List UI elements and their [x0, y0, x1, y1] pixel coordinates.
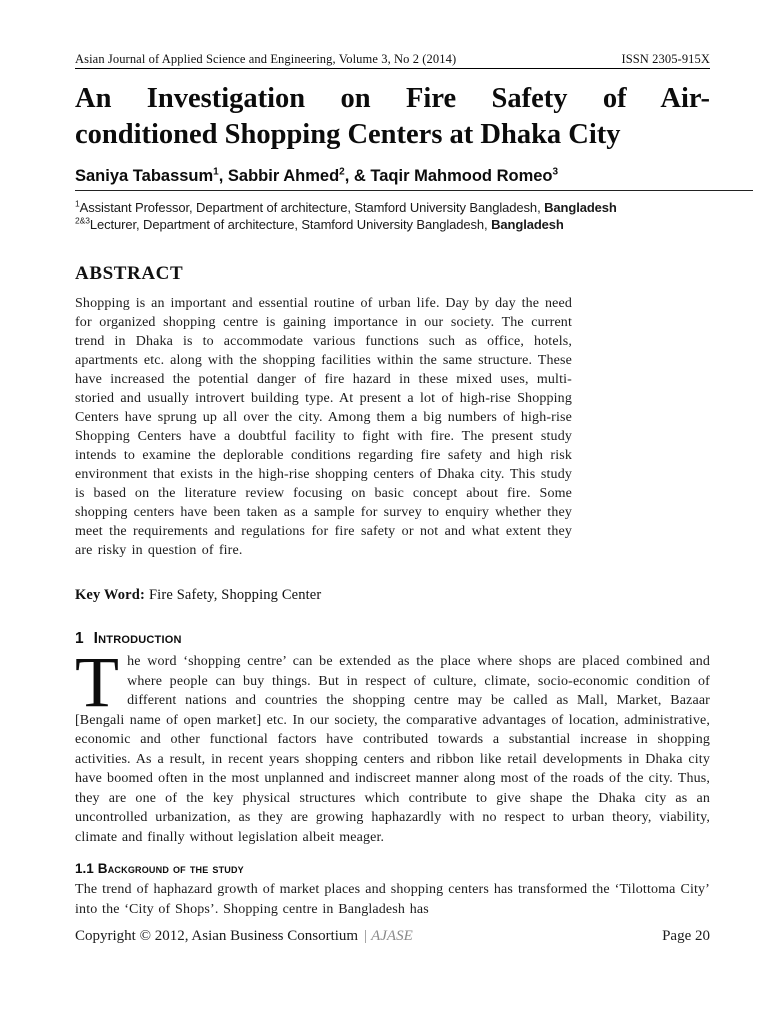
author-2-superscript: 2	[339, 166, 345, 178]
page-footer	[75, 928, 710, 945]
affiliation-2-country: Bangladesh	[491, 217, 564, 232]
paper-title	[75, 81, 710, 153]
affiliations	[75, 199, 710, 233]
keyword-line	[75, 587, 710, 604]
dropcap-letter: T	[75, 642, 120, 722]
author-2: Sabbir Ahmed	[227, 167, 340, 185]
author-1: Saniya Tabassum	[75, 167, 214, 185]
journal-abbreviation: AJASE	[371, 928, 413, 944]
affiliation-1-superscript: 1	[75, 198, 80, 209]
keyword-text: Fire Safety, Shopping Center	[148, 587, 322, 603]
author-3: Taqir Mahmood Romeo	[370, 167, 553, 185]
running-header	[75, 0, 710, 69]
affiliation-2	[75, 216, 710, 233]
introduction-paragraph	[75, 642, 710, 847]
copyright-text: Copyright © 2012, Asian Business Consortium	[75, 928, 359, 944]
section-number: 1	[75, 630, 84, 647]
affiliation-2-superscript: 2&3	[75, 215, 90, 226]
author-divider-rule	[75, 190, 753, 191]
page-number: Page 20	[662, 928, 710, 944]
issn-number: ISSN 2305-915X	[621, 52, 710, 66]
paper-title-line2: conditioned Shopping Centers at Dhaka City	[75, 119, 621, 150]
subsection-number: 1.1	[75, 861, 94, 876]
page-content	[75, 0, 710, 919]
section-title: Introduction	[93, 630, 182, 647]
affiliation-1-country: Bangladesh	[544, 200, 617, 215]
keyword-label: Key Word:	[75, 587, 145, 603]
subsection-title: Background of the study	[97, 861, 244, 876]
footer-divider: |	[364, 928, 368, 944]
affiliation-1-text: Assistant Professor, Department of architecture, Stamford University Bangladesh,	[79, 200, 545, 215]
paper-title-line1: An Investigation on Fire Safety of Air-	[75, 83, 710, 114]
affiliation-1	[75, 199, 710, 216]
author-1-superscript: 1	[213, 166, 219, 178]
section-heading-background	[75, 861, 710, 876]
section-heading-introduction	[75, 630, 710, 648]
author-separator-2: , &	[344, 167, 371, 185]
author-separator-1: ,	[218, 167, 228, 185]
abstract-body: Shopping is an important and essential routine of urban life. Day by day the need for organized shopping centre is gaining importance in our society. The current trend in Dhaka is to accommodate various functions such as office, hotels, apartments etc. along with the shopping facilities within the same structure. These have increased the potential danger of fire hazard in these mixed uses, multi-storied and usually introvert building type. At present a lot of high-rise Shopping Centers have sprung up all over the city. Among them a big numbers of high-rise Shopping Centers have a doubtful facility to fight with fire. The present study intends to examine the deplorable conditions regarding fire safety and high risk environment that exists in the high-rise shopping centers of Dhaka city. This study is based on the literature review focusing on basic concept about fire. Some shopping centers have been taken as a sample for survey to enquiry whether they meet the requirements and regulations for fire safety or not and what extent they are risky in question of fire.	[75, 296, 572, 558]
affiliation-2-text: Lecturer, Department of architecture, Stamford University Bangladesh,	[89, 217, 492, 232]
introduction-text: he word ‘shopping centre’ can be extended as the place where shops are placed combined and where people can buy things. But in respect of culture, climate, socio-economic condition of different nations and countries the shopping centre may be called as Mall, Market, Bazaar [Bengali name of open market] etc. In our society, the comparative advantages of location, administrative, economic and other functional factors have contributed towards a substantial increase in shopping activities. As a result, in recent years shopping centers and ribbon like retail developments in Dhaka city have boomed often in the most unplanned and indiscreet manner along most of the roads of the city. Thus, they are one of the key physical structures which contribute to give shape the Dhaka city as an uncontrolled urbanization, as they are growing haphazardly with no respect to urban theory, viability, climate and finally without legislation albeit meager.	[75, 654, 710, 845]
abstract-heading: ABSTRACT	[75, 263, 184, 284]
journal-name: Asian Journal of Applied Science and Engineering, Volume 3, No 2 (2014)	[75, 52, 457, 66]
author-3-superscript: 3	[552, 166, 559, 178]
background-paragraph: The trend of haphazard growth of market places and shopping centers has transformed the ‘Tilottoma City’ into the ‘City of Shops’. Shopping centre in Bangladesh has	[75, 882, 710, 917]
author-line	[75, 167, 710, 186]
footer-left	[75, 928, 413, 945]
